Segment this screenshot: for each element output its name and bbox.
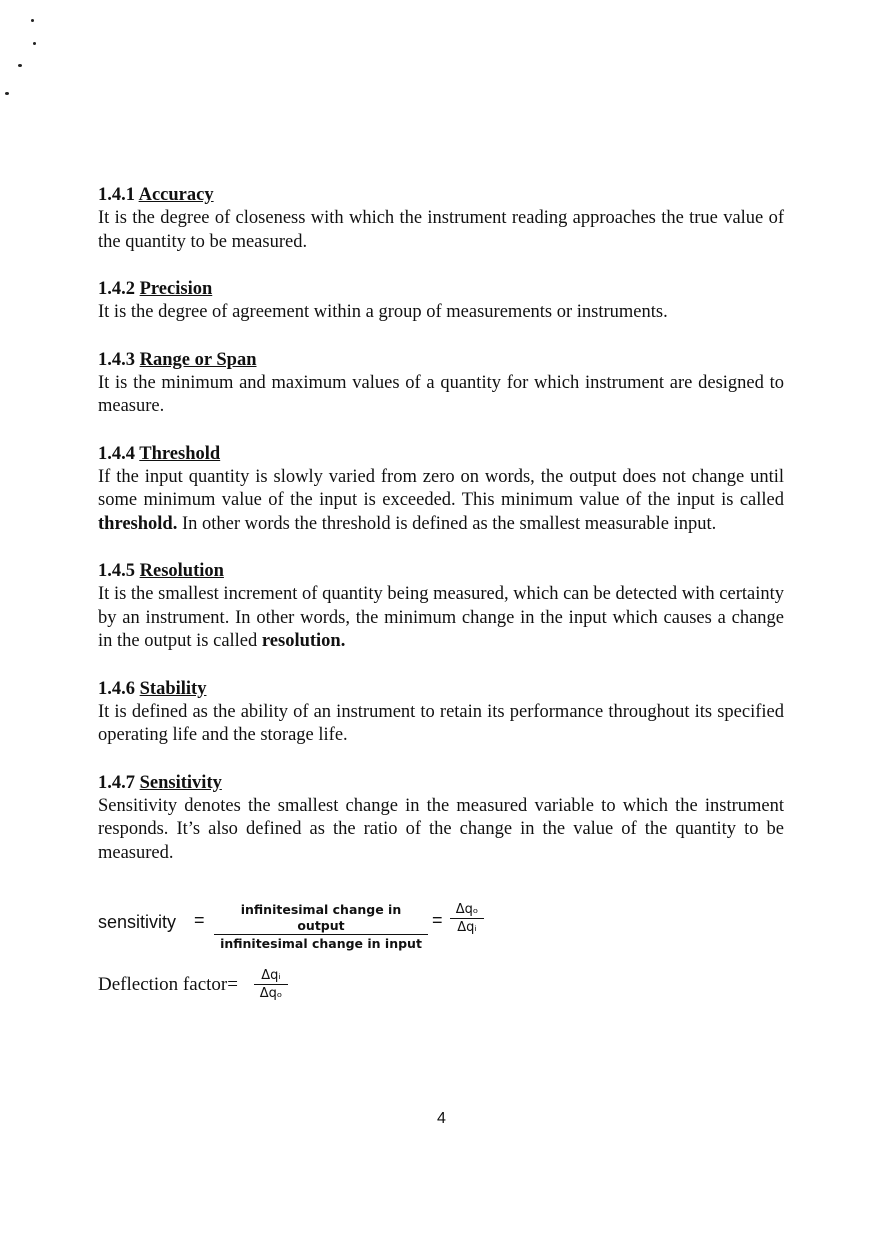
- text-part: It is the smallest increment of quantity being measured, which can be detected with certainty by an instrument. In other words, the minimum change in the input which causes a change in the output is called: [98, 584, 784, 651]
- section-title: Precision: [139, 279, 213, 299]
- formula-label: Deflection factor=: [98, 974, 238, 995]
- fraction-denominator: Δqᵢ: [450, 918, 484, 936]
- scan-speck: [31, 19, 34, 22]
- section-number: 1.4.1: [98, 185, 135, 205]
- fraction-infinitesimal: [214, 902, 428, 952]
- section-precision: [98, 277, 784, 325]
- document-body: [98, 183, 784, 888]
- section-title: Threshold: [139, 443, 221, 464]
- section-title: Stability: [139, 678, 207, 699]
- section-stability: [98, 677, 784, 748]
- section-text: It is the degree of agreement within a group of measurements or instruments.: [98, 302, 668, 322]
- section-heading: [98, 183, 784, 207]
- section-resolution: [98, 559, 784, 654]
- equals-sign: =: [194, 910, 205, 930]
- section-text: [98, 466, 784, 537]
- section-number: 1.4.5: [98, 561, 135, 581]
- section-heading: [98, 559, 784, 583]
- section-text: It is defined as the ability of an instrument to retain its performance throughout its specified operating life and the storage life.: [98, 701, 784, 745]
- fraction-numerator: Δqᵢ: [261, 968, 281, 983]
- scan-speck: [18, 64, 22, 67]
- section-sensitivity: [98, 771, 784, 866]
- bold-term: threshold.: [98, 513, 178, 534]
- fraction-denominator: infinitesimal change in input: [214, 934, 428, 952]
- section-number: 1.4.2: [98, 279, 135, 299]
- section-heading: [98, 771, 784, 795]
- scan-speck: [33, 42, 36, 45]
- scan-speck: [5, 92, 9, 95]
- section-accuracy: [98, 183, 784, 254]
- section-number: 1.4.4: [98, 443, 135, 464]
- section-heading: [98, 277, 784, 301]
- section-text: [98, 583, 784, 654]
- section-title: Resolution: [139, 561, 224, 581]
- section-number: 1.4.3: [98, 349, 135, 370]
- text-part: If the input quantity is slowly varied from zero on words, the output does not change until some minimum value of the input is exceeded. This minimum value of the input is called: [98, 466, 784, 510]
- section-text: It is the degree of closeness with which the instrument reading approaches the true value of the quantity to be measured.: [98, 208, 784, 252]
- section-title: Sensitivity: [139, 772, 222, 793]
- section-text: It is the minimum and maximum values of a quantity for which instrument are designed to measure.: [98, 372, 784, 416]
- section-threshold: [98, 442, 784, 537]
- sensitivity-formula: [98, 900, 518, 951]
- fraction-numerator: Δqₒ: [455, 902, 479, 917]
- fraction-numerator: infinitesimal change in output: [240, 902, 402, 933]
- section-heading: [98, 677, 784, 701]
- bold-term: resolution.: [261, 631, 346, 651]
- section-heading: [98, 348, 784, 372]
- section-heading: [98, 442, 784, 466]
- equals-sign: =: [432, 910, 443, 930]
- section-number: 1.4.7: [98, 772, 135, 793]
- section-title: Accuracy: [138, 185, 214, 205]
- section-title: Range or Span: [139, 349, 257, 370]
- fraction-delta: [450, 902, 484, 936]
- deflection-factor-formula: [98, 968, 358, 1014]
- fraction-delta: [254, 968, 288, 1002]
- text-part: In other words the threshold is defined as the smallest measurable input.: [177, 513, 717, 534]
- section-range: [98, 348, 784, 419]
- section-text: Sensitivity denotes the smallest change in the measured variable to which the instrument responds. It’s also defined as the ratio of the change in the value of the quantity to be measured.: [98, 795, 784, 863]
- page-number: 4: [437, 1110, 446, 1127]
- section-number: 1.4.6: [98, 678, 135, 699]
- formula-lhs: sensitivity: [98, 912, 177, 932]
- fraction-denominator: Δqₒ: [254, 984, 288, 1002]
